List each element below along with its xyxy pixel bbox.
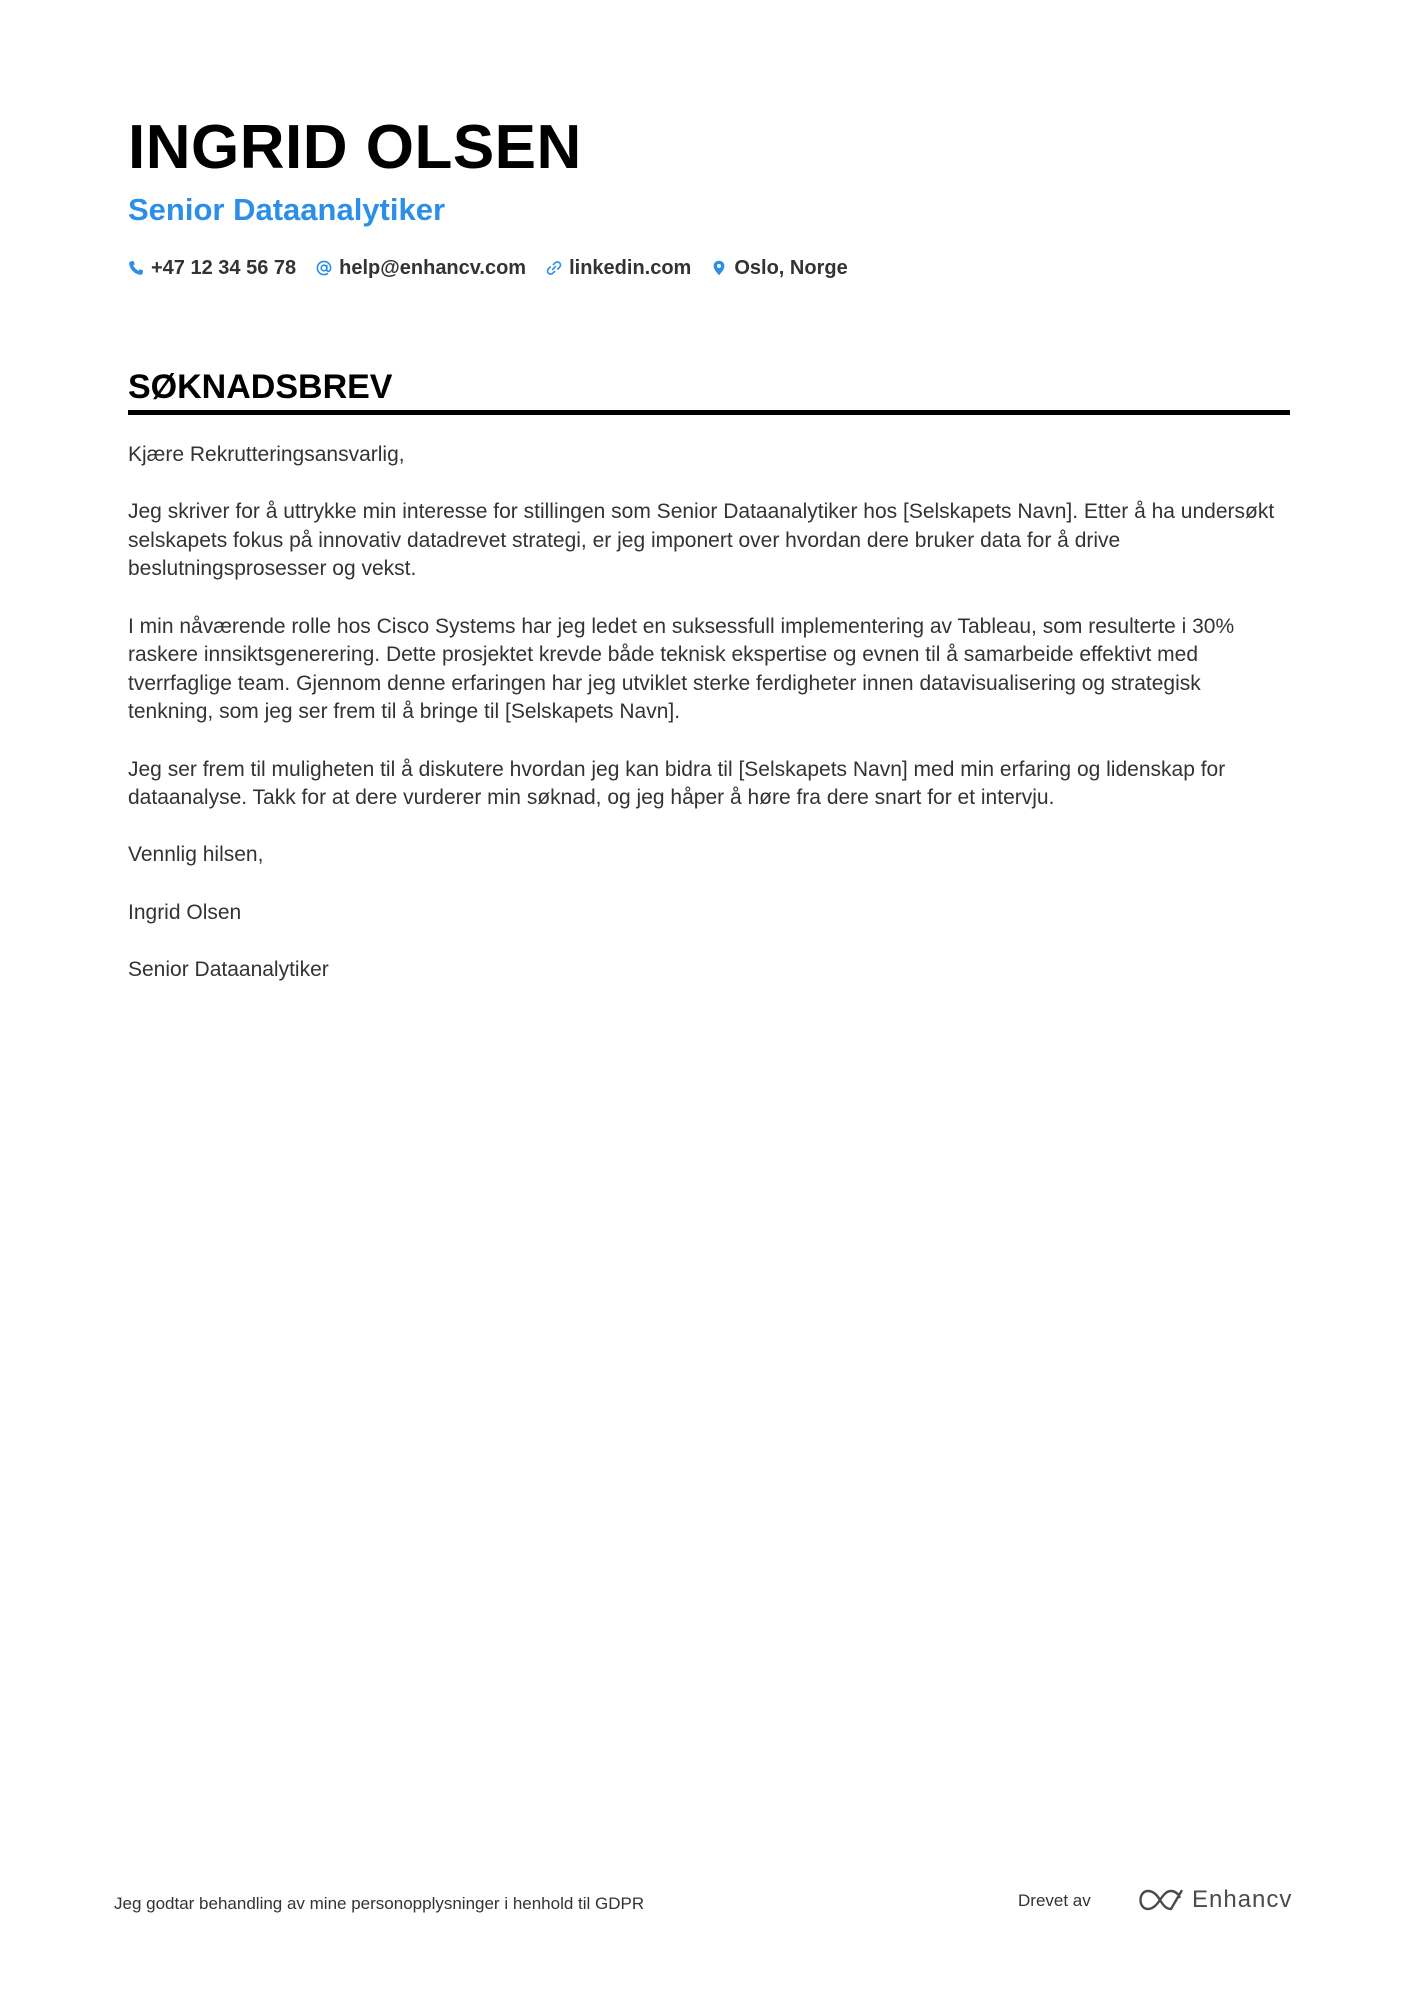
contact-linkedin: [546, 254, 691, 282]
enhancv-logo[interactable]: [1138, 1885, 1292, 1915]
letter-paragraph: Jeg skriver for å uttrykke min interesse for stillingen som Senior Dataanalytiker hos [Selskapets Navn]. Etter å ha undersøkt selskapets fokus på innovativ datadrevet strategi, er jeg imponert over hvordan dere bruker data for å drive beslutningsprosesser og vekst.: [128, 500, 1275, 581]
at-icon: [316, 260, 332, 276]
signature-name: Ingrid Olsen: [128, 900, 242, 924]
contact-location-text: Oslo, Norge: [734, 257, 848, 279]
letter-greeting: Kjære Rekrutteringsansvarlig,: [128, 443, 405, 466]
contact-bar: [128, 254, 848, 282]
signature-title: Senior Dataanalytiker: [128, 957, 329, 981]
letter-paragraph: Jeg ser frem til muligheten til å diskutere hvordan jeg kan bidra til [Selskapets Navn] med min erfaring og lidenskap for dataanalyse. Takk for at dere vurderer min søknad, og jeg håper å høre fra dere snart for et intervju.: [128, 757, 1226, 810]
powered-by-label: Drevet av: [1018, 1891, 1091, 1910]
location-pin-icon: [711, 260, 727, 276]
phone-icon: [128, 260, 144, 276]
enhancv-infinity-icon: [1138, 1887, 1184, 1913]
gdpr-consent-note: Jeg godtar behandling av mine personopplysninger i henhold til GDPR: [114, 1894, 645, 1913]
contact-phone-text: +47 12 34 56 78: [151, 257, 297, 279]
section-divider: [128, 410, 1290, 415]
contact-phone: [128, 254, 296, 282]
enhancv-wordmark: Enhancv: [1192, 1886, 1293, 1913]
link-icon: [546, 260, 562, 276]
letter-body: [128, 441, 1290, 1013]
contact-linkedin-text: linkedin.com: [569, 257, 692, 279]
letter-paragraph: I min nåværende rolle hos Cisco Systems har jeg ledet en suksessfull implementering av Tableau, som resulterte i 30% raskere innsiktsgenerering. Dette prosjektet krevde både teknisk ekspertise og evnen til å samarbeide effektivt med tverrfaglige team. Gjennom denne erfaringen har jeg utviklet sterke ferdigheter innen datavisualisering og strategisk tenkning, som jeg ser frem til å bringe til [Selskapets Navn].: [128, 614, 1235, 724]
applicant-title: Senior Dataanalytiker: [128, 192, 446, 227]
contact-location: [711, 254, 847, 282]
section-title: SØKNADSBREV: [128, 368, 393, 406]
applicant-name: INGRID OLSEN: [128, 113, 582, 182]
contact-email-text: help@enhancv.com: [339, 257, 527, 279]
contact-email: [316, 254, 526, 282]
letter-closing: Vennlig hilsen,: [128, 843, 264, 867]
